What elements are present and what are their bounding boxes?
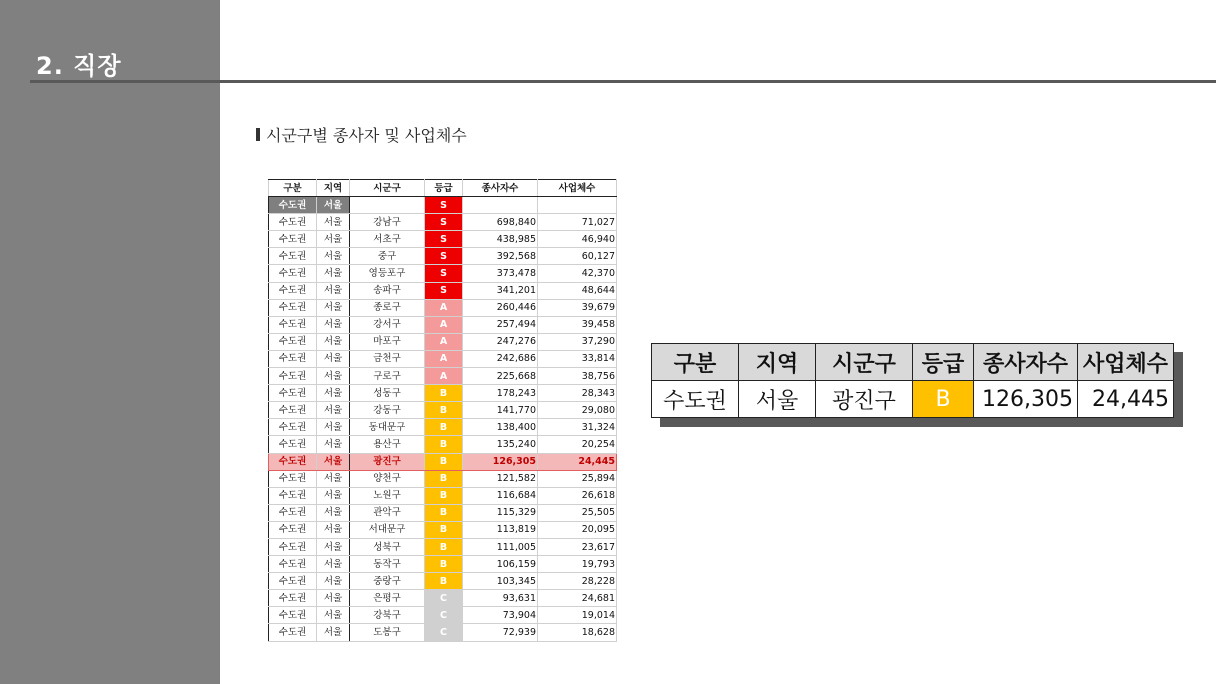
row-grade-badge: A: [425, 350, 463, 367]
row-workers: 247,276: [463, 333, 538, 350]
row-group: 수도권: [269, 333, 317, 350]
row-district: 도봉구: [350, 624, 425, 641]
summary-district-empty: [350, 197, 425, 214]
header-region: 지역: [317, 180, 350, 197]
row-businesses: 18,628: [538, 624, 617, 641]
row-businesses: 39,679: [538, 299, 617, 316]
row-grade-badge: S: [425, 265, 463, 282]
row-district: 용산구: [350, 436, 425, 453]
row-businesses: 48,644: [538, 282, 617, 299]
callout-header-businesses: 사업체수: [1078, 344, 1174, 381]
row-district: 강남구: [350, 214, 425, 231]
row-group: 수도권: [269, 299, 317, 316]
row-grade-badge: A: [425, 299, 463, 316]
row-district: 구로구: [350, 368, 425, 385]
row-group: 수도권: [269, 385, 317, 402]
row-group: 수도권: [269, 556, 317, 573]
row-group: 수도권: [269, 402, 317, 419]
row-workers: 438,985: [463, 231, 538, 248]
row-group: 수도권: [269, 487, 317, 504]
row-businesses: 19,014: [538, 607, 617, 624]
table-row: [269, 607, 617, 624]
callout-region: 서울: [739, 381, 816, 418]
row-workers: 115,329: [463, 504, 538, 521]
row-region: 서울: [317, 368, 350, 385]
table-row: [269, 436, 617, 453]
row-grade-badge: A: [425, 333, 463, 350]
summary-businesses-empty: [538, 197, 617, 214]
row-businesses: 24,445: [538, 453, 617, 470]
section-title: 2. 직장: [36, 52, 122, 80]
row-group: 수도권: [269, 436, 317, 453]
row-district: 송파구: [350, 282, 425, 299]
table-row: [269, 368, 617, 385]
row-district: 광진구: [350, 453, 425, 470]
callout-header-region: 지역: [739, 344, 816, 381]
summary-region: 서울: [317, 197, 350, 214]
row-grade-badge: B: [425, 436, 463, 453]
row-district: 동대문구: [350, 419, 425, 436]
table-row: [269, 521, 617, 538]
row-district: 성북구: [350, 538, 425, 555]
table-row: [269, 590, 617, 607]
header-grade: 등급: [425, 180, 463, 197]
row-region: 서울: [317, 350, 350, 367]
row-businesses: 33,814: [538, 350, 617, 367]
row-workers: 135,240: [463, 436, 538, 453]
callout-header-grade: 등급: [913, 344, 974, 381]
row-workers: 225,668: [463, 368, 538, 385]
row-workers: 698,840: [463, 214, 538, 231]
row-district: 동작구: [350, 556, 425, 573]
callout-header-row: [652, 344, 1174, 381]
header-businesses: 사업체수: [538, 180, 617, 197]
row-businesses: 19,793: [538, 556, 617, 573]
row-group: 수도권: [269, 214, 317, 231]
row-district: 서대문구: [350, 521, 425, 538]
row-businesses: 24,681: [538, 590, 617, 607]
row-district: 금천구: [350, 350, 425, 367]
row-region: 서울: [317, 248, 350, 265]
row-region: 서울: [317, 265, 350, 282]
sidebar: [0, 0, 220, 684]
row-district: 양천구: [350, 470, 425, 487]
row-workers: 242,686: [463, 350, 538, 367]
row-district: 마포구: [350, 333, 425, 350]
row-district: 영등포구: [350, 265, 425, 282]
row-businesses: 42,370: [538, 265, 617, 282]
table-row: [269, 214, 617, 231]
row-district: 관악구: [350, 504, 425, 521]
header-group: 구분: [269, 180, 317, 197]
row-businesses: 25,894: [538, 470, 617, 487]
table-subtitle: [256, 123, 467, 146]
summary-grade-badge: S: [425, 197, 463, 214]
row-workers: 257,494: [463, 316, 538, 333]
row-grade-badge: C: [425, 590, 463, 607]
table-header-row: [269, 180, 617, 197]
row-group: 수도권: [269, 573, 317, 590]
table-row: [269, 248, 617, 265]
row-workers: 111,005: [463, 538, 538, 555]
row-businesses: 28,228: [538, 573, 617, 590]
row-district: 중구: [350, 248, 425, 265]
title-divider: [30, 80, 1216, 83]
row-grade-badge: S: [425, 282, 463, 299]
row-region: 서울: [317, 556, 350, 573]
row-grade-badge: B: [425, 573, 463, 590]
row-businesses: 25,505: [538, 504, 617, 521]
row-workers: 341,201: [463, 282, 538, 299]
row-district: 서초구: [350, 231, 425, 248]
table-row: [269, 470, 617, 487]
row-workers: 113,819: [463, 521, 538, 538]
row-group: 수도권: [269, 590, 317, 607]
subtitle-text: 시군구별 종사자 및 사업체수: [266, 126, 467, 145]
row-businesses: 23,617: [538, 538, 617, 555]
row-grade-badge: B: [425, 419, 463, 436]
row-grade-badge: B: [425, 521, 463, 538]
callout-header-district: 시군구: [816, 344, 913, 381]
row-group: 수도권: [269, 248, 317, 265]
row-region: 서울: [317, 453, 350, 470]
callout-header-group: 구분: [652, 344, 739, 381]
row-workers: 121,582: [463, 470, 538, 487]
row-businesses: 31,324: [538, 419, 617, 436]
row-businesses: 20,254: [538, 436, 617, 453]
table-row: [269, 419, 617, 436]
row-grade-badge: B: [425, 556, 463, 573]
table-row: [269, 487, 617, 504]
row-region: 서울: [317, 487, 350, 504]
row-group: 수도권: [269, 453, 317, 470]
row-region: 서울: [317, 333, 350, 350]
summary-workers-empty: [463, 197, 538, 214]
row-workers: 116,684: [463, 487, 538, 504]
row-workers: 73,904: [463, 607, 538, 624]
summary-group: 수도권: [269, 197, 317, 214]
callout-businesses: 24,445: [1078, 381, 1174, 418]
row-region: 서울: [317, 282, 350, 299]
table-row: [269, 333, 617, 350]
row-group: 수도권: [269, 470, 317, 487]
table-row: [269, 282, 617, 299]
callout-workers: 126,305: [974, 381, 1078, 418]
table-row: [269, 231, 617, 248]
row-workers: 138,400: [463, 419, 538, 436]
row-grade-badge: S: [425, 214, 463, 231]
table-row: [269, 402, 617, 419]
row-grade-badge: B: [425, 385, 463, 402]
row-group: 수도권: [269, 521, 317, 538]
table-row: [269, 624, 617, 641]
row-group: 수도권: [269, 624, 317, 641]
callout-card: [651, 343, 1174, 418]
row-group: 수도권: [269, 607, 317, 624]
row-region: 서울: [317, 538, 350, 555]
row-grade-badge: B: [425, 504, 463, 521]
row-workers: 373,478: [463, 265, 538, 282]
row-grade-badge: B: [425, 402, 463, 419]
row-region: 서울: [317, 573, 350, 590]
row-district: 중랑구: [350, 573, 425, 590]
row-grade-badge: S: [425, 231, 463, 248]
row-region: 서울: [317, 402, 350, 419]
row-group: 수도권: [269, 419, 317, 436]
row-group: 수도권: [269, 538, 317, 555]
row-district: 강북구: [350, 607, 425, 624]
row-region: 서울: [317, 590, 350, 607]
row-group: 수도권: [269, 368, 317, 385]
row-region: 서울: [317, 419, 350, 436]
row-region: 서울: [317, 316, 350, 333]
callout-data-row: [652, 381, 1174, 418]
row-workers: 126,305: [463, 453, 538, 470]
row-district: 노원구: [350, 487, 425, 504]
row-grade-badge: C: [425, 607, 463, 624]
district-table: [268, 179, 617, 642]
table-row: [269, 385, 617, 402]
row-group: 수도권: [269, 231, 317, 248]
callout-header-workers: 종사자수: [974, 344, 1078, 381]
table-row: [269, 453, 617, 470]
callout-table: [651, 343, 1174, 418]
row-region: 서울: [317, 214, 350, 231]
callout-group: 수도권: [652, 381, 739, 418]
row-group: 수도권: [269, 350, 317, 367]
callout-district: 광진구: [816, 381, 913, 418]
table-row: [269, 299, 617, 316]
row-group: 수도권: [269, 282, 317, 299]
table-row: [269, 556, 617, 573]
row-district: 성동구: [350, 385, 425, 402]
row-workers: 392,568: [463, 248, 538, 265]
row-region: 서울: [317, 504, 350, 521]
row-grade-badge: B: [425, 538, 463, 555]
row-region: 서울: [317, 470, 350, 487]
row-businesses: 38,756: [538, 368, 617, 385]
row-region: 서울: [317, 299, 350, 316]
row-businesses: 39,458: [538, 316, 617, 333]
row-region: 서울: [317, 624, 350, 641]
row-workers: 106,159: [463, 556, 538, 573]
row-group: 수도권: [269, 504, 317, 521]
table-row: [269, 538, 617, 555]
row-region: 서울: [317, 385, 350, 402]
row-workers: 103,345: [463, 573, 538, 590]
row-workers: 72,939: [463, 624, 538, 641]
summary-row: [269, 197, 617, 214]
bullet-bar-icon: [256, 128, 260, 141]
row-businesses: 20,095: [538, 521, 617, 538]
row-businesses: 29,080: [538, 402, 617, 419]
header-workers: 종사자수: [463, 180, 538, 197]
row-grade-badge: S: [425, 248, 463, 265]
table-row: [269, 265, 617, 282]
row-workers: 141,770: [463, 402, 538, 419]
row-region: 서울: [317, 231, 350, 248]
row-businesses: 26,618: [538, 487, 617, 504]
row-businesses: 46,940: [538, 231, 617, 248]
row-region: 서울: [317, 607, 350, 624]
row-businesses: 60,127: [538, 248, 617, 265]
row-group: 수도권: [269, 316, 317, 333]
header-district: 시군구: [350, 180, 425, 197]
row-grade-badge: B: [425, 470, 463, 487]
row-workers: 178,243: [463, 385, 538, 402]
row-businesses: 28,343: [538, 385, 617, 402]
row-district: 강동구: [350, 402, 425, 419]
row-grade-badge: B: [425, 487, 463, 504]
row-district: 종로구: [350, 299, 425, 316]
row-group: 수도권: [269, 265, 317, 282]
row-businesses: 37,290: [538, 333, 617, 350]
table-row: [269, 316, 617, 333]
callout-grade-badge: B: [913, 381, 974, 418]
row-district: 은평구: [350, 590, 425, 607]
row-workers: 260,446: [463, 299, 538, 316]
table-row: [269, 350, 617, 367]
row-region: 서울: [317, 436, 350, 453]
row-workers: 93,631: [463, 590, 538, 607]
row-grade-badge: C: [425, 624, 463, 641]
row-grade-badge: B: [425, 453, 463, 470]
row-region: 서울: [317, 521, 350, 538]
row-grade-badge: A: [425, 368, 463, 385]
row-district: 강서구: [350, 316, 425, 333]
table-row: [269, 573, 617, 590]
row-businesses: 71,027: [538, 214, 617, 231]
table-row: [269, 504, 617, 521]
row-grade-badge: A: [425, 316, 463, 333]
